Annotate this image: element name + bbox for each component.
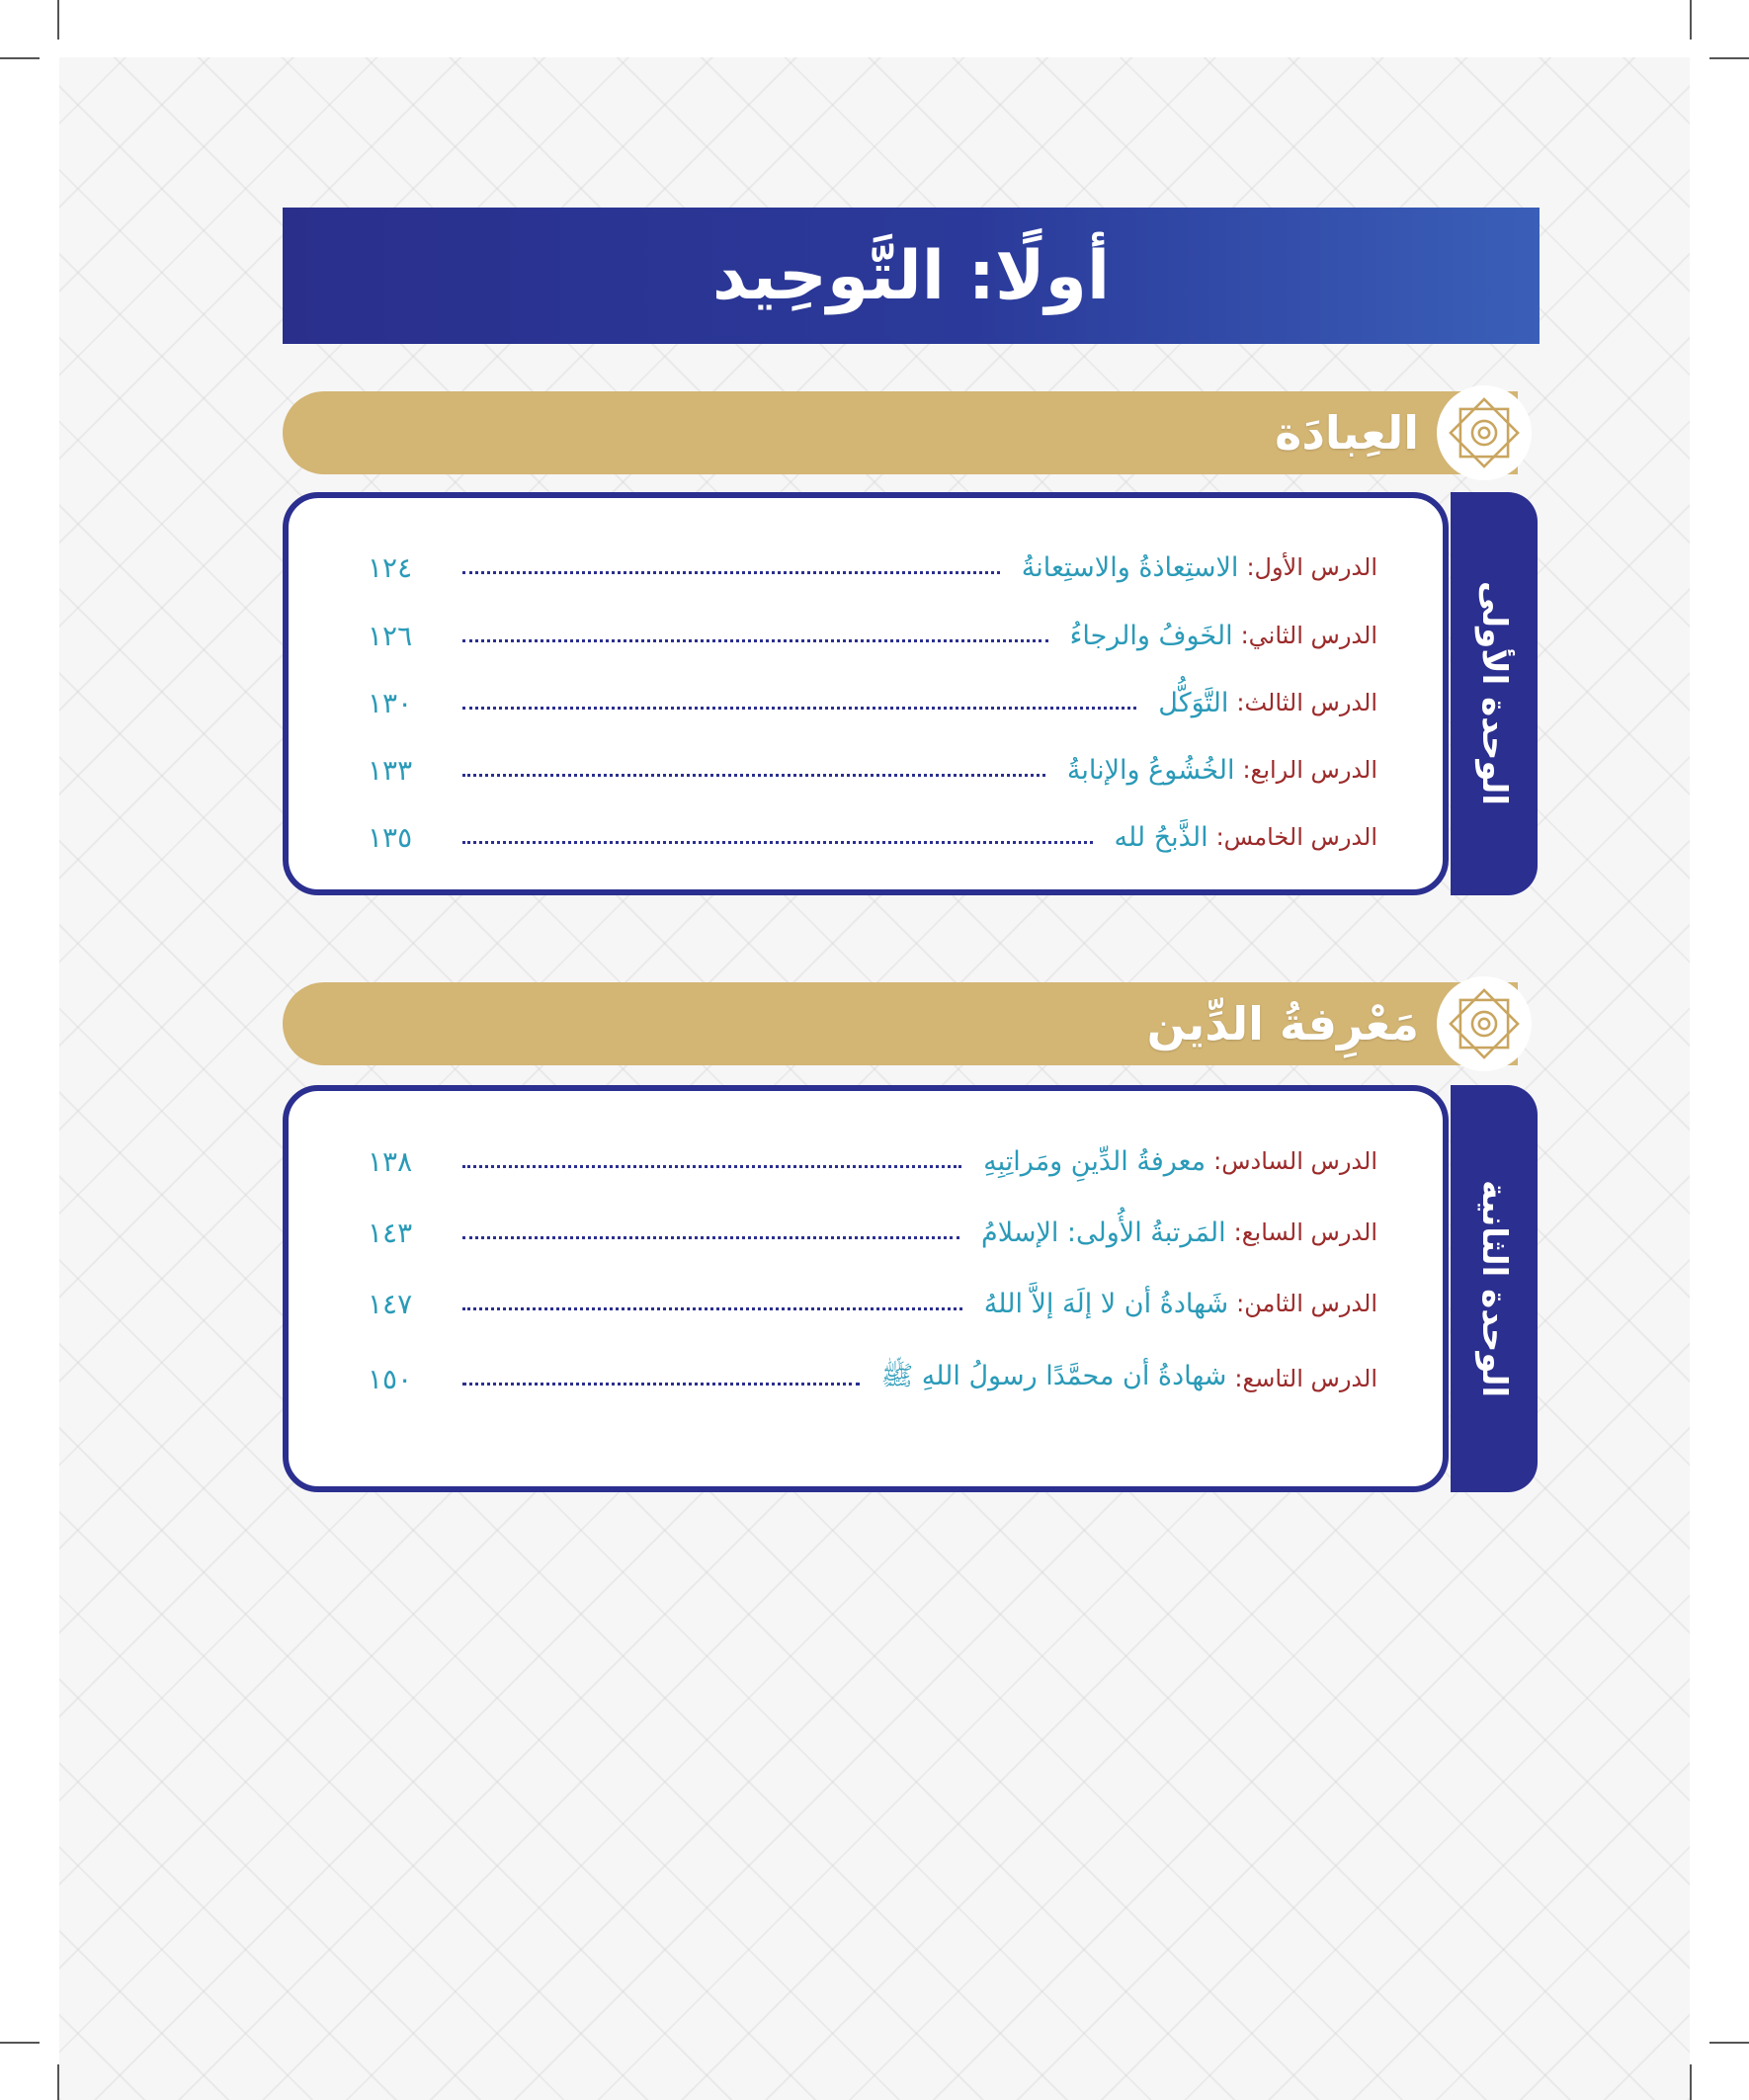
section-header-worship — [283, 391, 1518, 474]
crop-mark — [1709, 57, 1749, 59]
flower-emblem-icon — [1437, 976, 1532, 1071]
lesson-topic: شَهادةُ أن لا إلَهَ إلاَّ اللهُ — [983, 1288, 1229, 1319]
page-number: ١٤٧ — [368, 1287, 413, 1320]
unit-tab-1[interactable] — [1451, 492, 1538, 895]
unit-tab-label: الوحدة الثانية — [1474, 1179, 1514, 1398]
dot-leader — [462, 841, 1093, 844]
list-item[interactable] — [368, 812, 1377, 862]
lesson-label: الدرس التاسع: — [1234, 1365, 1377, 1392]
lesson-topic: شهادةُ أن محمَّدًا رسولُ اللهِ ﷺ — [880, 1361, 1227, 1391]
unit-tab-2[interactable] — [1451, 1085, 1538, 1492]
unit-tab-label: الوحدة الأولى — [1474, 581, 1514, 806]
crop-mark — [1690, 2064, 1692, 2100]
list-item[interactable] — [368, 1208, 1377, 1257]
crop-mark — [1709, 2042, 1749, 2044]
dot-leader — [462, 1383, 860, 1386]
page-title: أولًا: التَّوحِيد — [711, 236, 1111, 315]
list-item[interactable] — [368, 611, 1377, 660]
lesson-list-unit-1 — [283, 492, 1449, 895]
list-item[interactable] — [368, 745, 1377, 795]
lesson-label: الدرس الرابع: — [1242, 756, 1377, 784]
dot-leader — [462, 707, 1136, 710]
page-number: ١٢٤ — [368, 550, 413, 584]
flower-emblem-icon — [1437, 385, 1532, 480]
list-item[interactable] — [368, 1354, 1377, 1403]
lesson-label: الدرس الثالث: — [1236, 689, 1377, 716]
list-item[interactable] — [368, 1279, 1377, 1328]
crop-mark — [1690, 0, 1692, 40]
title-banner — [283, 208, 1540, 344]
dot-leader — [462, 1165, 961, 1168]
lesson-topic: المَرتبةُ الأُولى: الإسلامُ — [981, 1217, 1226, 1248]
list-item[interactable] — [368, 678, 1377, 727]
page-number: ١٥٠ — [368, 1362, 413, 1395]
crop-mark — [0, 2042, 40, 2044]
lesson-label: الدرس السادس: — [1213, 1147, 1377, 1175]
page-number: ١٣٣ — [368, 753, 413, 787]
page-number: ١٣٠ — [368, 686, 413, 719]
lesson-topic: الذَّبحُ لله — [1114, 821, 1208, 853]
list-item[interactable] — [368, 1136, 1377, 1186]
lesson-topic: الخَوفُ والرجاءُ — [1069, 620, 1233, 651]
page-number: ١٢٦ — [368, 619, 413, 652]
crop-mark — [57, 0, 59, 40]
dot-leader — [462, 571, 1000, 574]
dot-leader — [462, 639, 1048, 642]
lesson-label: الدرس السابع: — [1233, 1218, 1377, 1246]
lesson-topic: الاستِعاذةُ والاستِعانةُ — [1021, 551, 1239, 583]
lesson-topic: الخُشُوعُ والإنابةُ — [1066, 754, 1235, 786]
list-item[interactable] — [368, 543, 1377, 592]
page-number: ١٣٥ — [368, 820, 413, 854]
lesson-label: الدرس الأول: — [1246, 553, 1377, 581]
lesson-label: الدرس الثامن: — [1236, 1290, 1377, 1317]
section-title: مَعْرِفةُ الدِّين — [1146, 997, 1419, 1050]
lesson-label: الدرس الخامس: — [1215, 823, 1377, 851]
lesson-topic: التَّوَكُّل — [1158, 687, 1229, 718]
section-header-knowing-religion — [283, 982, 1518, 1065]
dot-leader — [462, 1236, 959, 1239]
crop-mark — [57, 2064, 59, 2100]
lesson-topic: معرفةُ الدِّينِ ومَراتِبِهِ — [983, 1145, 1207, 1177]
section-title: العِبادَة — [1275, 406, 1419, 460]
page-number: ١٣٨ — [368, 1144, 413, 1178]
crop-mark — [0, 57, 40, 59]
page-background — [59, 57, 1690, 2100]
lesson-list-unit-2 — [283, 1085, 1449, 1492]
lesson-label: الدرس الثاني: — [1240, 622, 1377, 649]
page-number: ١٤٣ — [368, 1216, 413, 1249]
dot-leader — [462, 1307, 962, 1310]
dot-leader — [462, 774, 1045, 777]
